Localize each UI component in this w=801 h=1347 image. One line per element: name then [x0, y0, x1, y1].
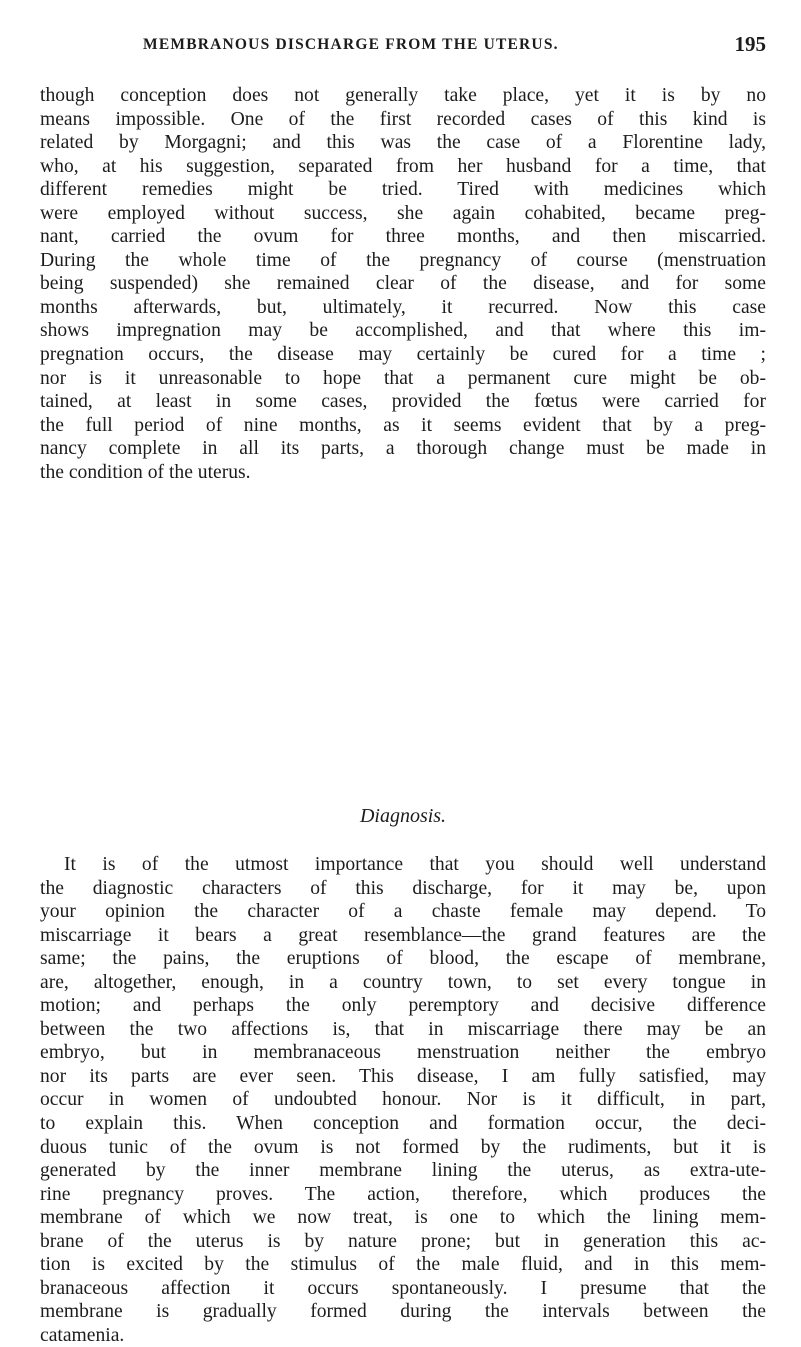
- text-line: though conception does not generally take place, yet it is by no: [40, 85, 766, 106]
- text-line: branaceous affection it occurs spontaneously. I presume that the: [40, 1277, 766, 1299]
- section-heading: Diagnosis.: [359, 805, 447, 827]
- running-head: [40, 32, 766, 60]
- text-line: catamenia.: [40, 1324, 125, 1346]
- text-line: your opinion the character of a chaste female may depend. To: [40, 901, 766, 923]
- text-line: rine pregnancy proves. The action, therefore, which produces the: [40, 1183, 766, 1205]
- text-line: occur in women of undoubted honour. Nor is it difficult, in part,: [40, 1089, 766, 1111]
- text-line: who, at his suggestion, separated from her husband for a time, that: [40, 155, 766, 177]
- paragraph-continued: [40, 84, 766, 484]
- paragraph-diagnosis: [40, 853, 766, 1347]
- text-line: nor is it unreasonable to hope that a permanent cure might be ob-: [40, 367, 766, 389]
- text-line: between the two affections is, that in miscarriage there may be an: [40, 1018, 766, 1040]
- text-line: miscarriage it bears a great resemblance—the grand features are the: [40, 924, 766, 946]
- page-number: 195: [734, 32, 766, 56]
- text-line: membrane of which we now treat, is one to which the lining mem-: [40, 1207, 766, 1229]
- text-line: tained, at least in some cases, provided the fœtus were carried for: [40, 391, 766, 413]
- text-line: related by Morgagni; and this was the case of a Florentine lady,: [40, 132, 766, 154]
- text-line: motion; and perhaps the only peremptory and decisive difference: [40, 995, 766, 1017]
- text-line: shows impregnation may be accomplished, and that where this im-: [40, 320, 766, 342]
- text-line: brane of the uterus is by nature prone; but in generation this ac-: [40, 1230, 766, 1252]
- text-line: different remedies might be tried. Tired with medicines which: [40, 179, 766, 201]
- text-line: membrane is gradually formed during the intervals between the: [40, 1301, 766, 1323]
- text-line: are, altogether, enough, in a country town, to set every tongue in: [40, 971, 766, 993]
- text-line: months afterwards, but, ultimately, it recurred. Now this case: [40, 296, 766, 318]
- text-line: nor its parts are ever seen. This disease, I am fully satisfied, may: [40, 1065, 766, 1087]
- text-line: embryo, but in membranaceous menstruation neither the embryo: [40, 1042, 766, 1064]
- text-line: tion is excited by the stimulus of the male fluid, and in this mem-: [40, 1254, 766, 1276]
- text-line: pregnation occurs, the disease may certainly be cured for a time ;: [40, 344, 766, 366]
- text-line: same; the pains, the eruptions of blood, the escape of membrane,: [40, 948, 766, 970]
- text-line: During the whole time of the pregnancy of course (menstruation: [40, 249, 766, 271]
- text-line: nancy complete in all its parts, a thorough change must be made in: [40, 438, 766, 460]
- text-line: generated by the inner membrane lining the uterus, as extra-ute-: [40, 1160, 766, 1182]
- text-line: means impossible. One of the first recorded cases of this kind is: [40, 108, 766, 130]
- text-line: the diagnostic characters of this discharge, for it may be, upon: [40, 877, 766, 899]
- text-line: nant, carried the ovum for three months, and then miscarried.: [40, 226, 766, 248]
- text-line: were employed without success, she again cohabited, became preg-: [40, 202, 766, 224]
- text-line: to explain this. When conception and formation occur, the deci-: [40, 1113, 766, 1135]
- text-line: the full period of nine months, as it seems evident that by a preg-: [40, 414, 766, 436]
- text-line: It is of the utmost importance that you should well understand: [64, 854, 766, 875]
- text-line: being suspended) she remained clear of the disease, and for some: [40, 273, 766, 295]
- text-line: the condition of the uterus.: [40, 461, 251, 483]
- text-line: duous tunic of the ovum is not formed by the rudiments, but it is: [40, 1136, 766, 1158]
- running-title: MEMBRANOUS DISCHARGE FROM THE UTERUS.: [143, 36, 559, 53]
